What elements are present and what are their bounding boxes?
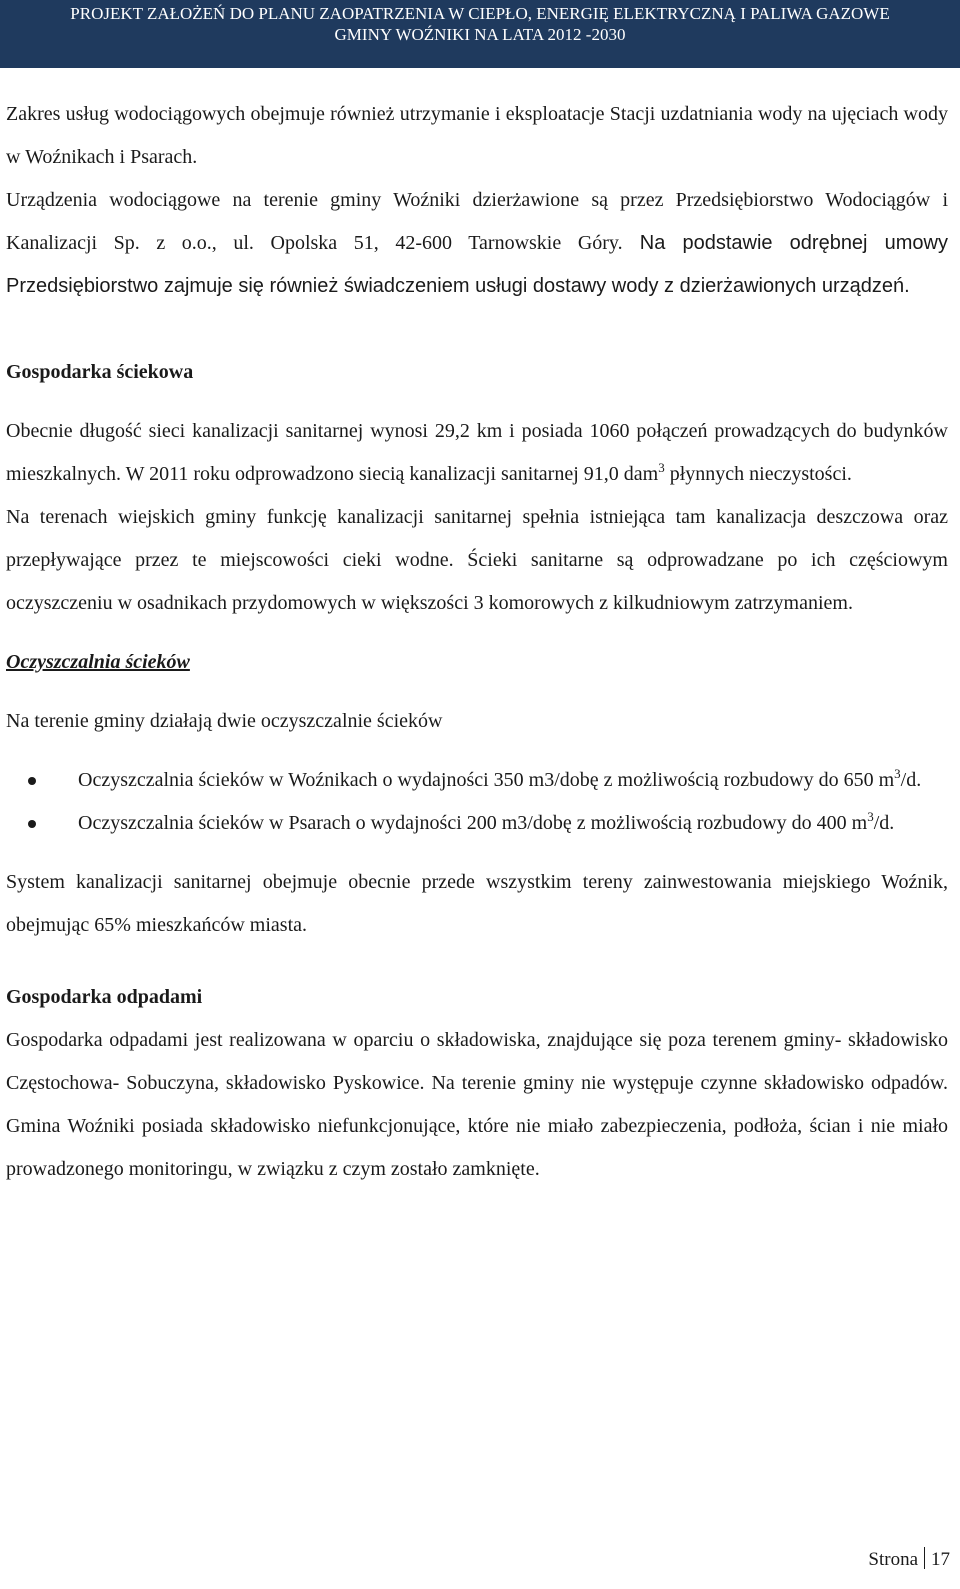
intro-paragraph-2-b: Na podstawie odrębnej umowy Przedsiębiorstwo zajmuje się również świadczeniem usługi dostawy wody z dzierżawionych urządzeń. [6, 232, 948, 297]
list-item [6, 759, 948, 802]
plant-item-text: Oczyszczalnia ścieków w Psarach o wydajności 200 m3/dobę z możliwością rozbudowy do 400 m [78, 812, 868, 834]
plants-list [6, 759, 948, 845]
page-header [0, 0, 960, 68]
sewage-paragraph-1-end: płynnych nieczystości. [664, 463, 852, 485]
list-item [6, 802, 948, 845]
plant-item-sup: 3 [894, 766, 901, 781]
section-heading-waste: Gospodarka odpadami [6, 986, 203, 1008]
section-heading-sewage: Gospodarka ściekowa [6, 361, 194, 383]
waste-paragraph: Gospodarka odpadami jest realizowana w oparciu o składowiska, znajdujące się poza terenem gminy- składowisko Częstochowa- Sobuczyna, składowisko Pyskowice. Na terenie gminy nie występuje czynne składowisko odpadów. Gmina Woźniki posiada składowisko niefunkcjonujące, które nie miało zabezpieczenia, podłoża, ścian i nie miało prowadzonego monitoringu, w związku z czym zostało zamknięte. [6, 1029, 948, 1180]
plant-item-end: /d. [873, 812, 895, 834]
plant-item-text: Oczyszczalnia ścieków w Woźnikach o wydajności 350 m3/dobę z możliwością rozbudowy do 650 m [78, 769, 895, 791]
footer-label: Strona [868, 1549, 918, 1570]
intro-paragraph-2-a: Urządzenia wodociągowe na terenie gminy Woźniki dzierżawione są przez Przedsiębiorstwo Wodociągów i Kanalizacji Sp. z o.o., ul. Opolska 51, 42-600 Tarnowskie Góry. [6, 189, 948, 254]
plants-intro: Na terenie gminy działają dwie oczyszczalnie ścieków [6, 710, 443, 732]
intro-paragraph-1: Zakres usług wodociągowych obejmuje również utrzymanie i eksploatacje Stacji uzdatniania wody na ujęciach wody w Woźnikach i Psarach. [6, 103, 948, 168]
header-title-line2: GMINY WOŹNIKI NA LATA 2012 -2030 [334, 25, 626, 44]
header-title-line1: PROJEKT ZAŁOŻEŃ DO PLANU ZAOPATRZENIA W CIEPŁO, ENERGIĘ ELEKTRYCZNĄ I PALIWA GAZOWE [70, 4, 890, 23]
intro-paragraph-2 [6, 179, 948, 308]
plant-item-end: /d. [900, 769, 922, 791]
document-body [6, 93, 948, 1191]
sewage-system-paragraph: System kanalizacji sanitarnej obejmuje obecnie przede wszystkim tereny zainwestowania miejskiego Woźnik, obejmując 65% mieszkańców miasta. [6, 871, 948, 936]
page-footer [868, 1546, 950, 1574]
section-heading-plants: Oczyszczalnia ścieków [6, 651, 190, 673]
sewage-paragraph-1-sup: 3 [658, 460, 665, 475]
page-number: 17 [931, 1549, 950, 1570]
sewage-paragraph-1-text: Obecnie długość sieci kanalizacji sanitarnej wynosi 29,2 km i posiada 1060 połączeń prowadzących do budynków mieszkalnych. W 2011 roku odprowadzono siecią kanalizacji sanitarnej 91,0 dam [6, 420, 948, 485]
sewage-paragraph-2: Na terenach wiejskich gminy funkcję kanalizacji sanitarnej spełnia istniejąca tam kanalizacja deszczowa oraz przepływające przez te miejscowości cieki wodne. Ścieki sanitarne są odprowadzane po ich częściowym oczyszczeniu w osadnikach przydomowych w większości 3 komorowych z kilkudniowym zatrzymaniem. [6, 506, 948, 614]
footer-separator [924, 1547, 925, 1569]
sewage-paragraph-1 [6, 410, 948, 496]
plant-item-sup: 3 [867, 809, 874, 824]
bullet-dot-icon [28, 820, 36, 828]
bullet-dot-icon [28, 777, 36, 785]
